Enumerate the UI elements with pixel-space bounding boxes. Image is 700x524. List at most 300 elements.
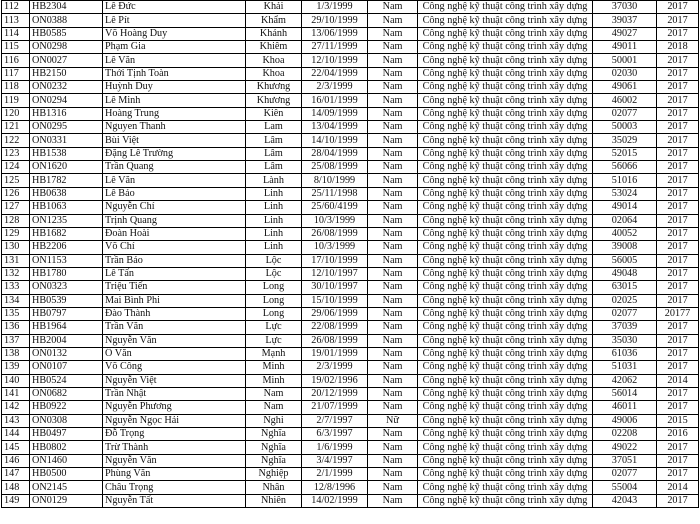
exam-number-cell: 42043 (593, 494, 657, 507)
major-cell: Công nghệ kỹ thuật công trình xây dựng (418, 241, 593, 254)
student-code-cell: HB2150 (30, 67, 103, 80)
given-name-cell: Nghĩa (246, 441, 302, 454)
table-row (2, 374, 699, 387)
student-code-cell: ON0129 (30, 494, 103, 507)
gender-cell: Nam (368, 81, 418, 94)
gender-cell: Nam (368, 267, 418, 280)
table-row (2, 54, 699, 67)
family-middle-name-cell: Lê Minh (103, 94, 246, 107)
family-middle-name-cell: Nguyễn Tất (103, 494, 246, 507)
date-of-birth-cell: 12/10/1999 (302, 54, 368, 67)
major-cell: Công nghệ kỹ thuật công trình xây dựng (418, 334, 593, 347)
gender-cell: Nam (368, 347, 418, 360)
date-of-birth-cell: 27/11/1999 (302, 41, 368, 54)
given-name-cell: Nghĩa (246, 454, 302, 467)
given-name-cell: Lực (246, 334, 302, 347)
exam-number-cell: 53024 (593, 187, 657, 200)
date-of-birth-cell: 2/3/1999 (302, 361, 368, 374)
date-of-birth-cell: 12/8/1996 (302, 481, 368, 494)
given-name-cell: Nghi (246, 414, 302, 427)
date-of-birth-cell: 13/04/1999 (302, 121, 368, 134)
gender-cell: Nam (368, 374, 418, 387)
exam-number-cell: 56014 (593, 387, 657, 400)
table-row (2, 494, 699, 507)
major-cell: Công nghệ kỹ thuật công trình xây dựng (418, 121, 593, 134)
major-cell: Công nghệ kỹ thuật công trình xây dựng (418, 494, 593, 507)
family-middle-name-cell: Nguyễn Văn (103, 334, 246, 347)
year-cell: 2017 (657, 281, 699, 294)
year-cell: 2017 (657, 227, 699, 240)
given-name-cell: Lâm (246, 161, 302, 174)
table-row (2, 401, 699, 414)
given-name-cell: Khoa (246, 54, 302, 67)
given-name-cell: Long (246, 294, 302, 307)
row-index-cell: 138 (2, 347, 30, 360)
row-index-cell: 134 (2, 294, 30, 307)
major-cell: Công nghệ kỹ thuật công trình xây dựng (418, 227, 593, 240)
date-of-birth-cell: 16/01/1999 (302, 94, 368, 107)
exam-number-cell: 63015 (593, 281, 657, 294)
exam-number-cell: 37030 (593, 1, 657, 14)
given-name-cell: Minh (246, 374, 302, 387)
gender-cell: Nam (368, 107, 418, 120)
gender-cell: Nam (368, 468, 418, 481)
family-middle-name-cell: Nguyen Thanh (103, 121, 246, 134)
family-middle-name-cell: Lê Văn (103, 174, 246, 187)
row-index-cell: 136 (2, 321, 30, 334)
row-index-cell: 139 (2, 361, 30, 374)
major-cell: Công nghệ kỹ thuật công trình xây dựng (418, 14, 593, 27)
given-name-cell: Lành (246, 174, 302, 187)
given-name-cell: Khiêm (246, 41, 302, 54)
family-middle-name-cell: Đào Thành (103, 307, 246, 320)
family-middle-name-cell: Lê Pít (103, 14, 246, 27)
date-of-birth-cell: 14/10/1999 (302, 134, 368, 147)
exam-number-cell: 37039 (593, 321, 657, 334)
date-of-birth-cell: 10/3/1999 (302, 214, 368, 227)
date-of-birth-cell: 2/3/1999 (302, 81, 368, 94)
table-row (2, 121, 699, 134)
date-of-birth-cell: 25/08/1999 (302, 161, 368, 174)
given-name-cell: Long (246, 281, 302, 294)
date-of-birth-cell: 2/7/1997 (302, 414, 368, 427)
year-cell: 2017 (657, 387, 699, 400)
given-name-cell: Lực (246, 321, 302, 334)
gender-cell: Nam (368, 307, 418, 320)
student-code-cell: HB1538 (30, 147, 103, 160)
date-of-birth-cell: 29/06/1999 (302, 307, 368, 320)
date-of-birth-cell: 19/02/1996 (302, 374, 368, 387)
year-cell: 2017 (657, 294, 699, 307)
given-name-cell: Lâm (246, 134, 302, 147)
major-cell: Công nghệ kỹ thuật công trình xây dựng (418, 468, 593, 481)
student-code-cell: ON0308 (30, 414, 103, 427)
year-cell: 2017 (657, 14, 699, 27)
major-cell: Công nghệ kỹ thuật công trình xây dựng (418, 1, 593, 14)
exam-number-cell: 35029 (593, 134, 657, 147)
given-name-cell: Linh (246, 214, 302, 227)
row-index-cell: 119 (2, 94, 30, 107)
major-cell: Công nghệ kỹ thuật công trình xây dựng (418, 27, 593, 40)
major-cell: Công nghệ kỹ thuật công trình xây dựng (418, 54, 593, 67)
year-cell: 2017 (657, 134, 699, 147)
family-middle-name-cell: Lê Tấn (103, 267, 246, 280)
gender-cell: Nam (368, 294, 418, 307)
given-name-cell: Nghiệp (246, 468, 302, 481)
gender-cell: Nam (368, 441, 418, 454)
table-row (2, 387, 699, 400)
family-middle-name-cell: Hoàng Trung (103, 107, 246, 120)
given-name-cell: Lam (246, 121, 302, 134)
year-cell: 2017 (657, 187, 699, 200)
year-cell: 2017 (657, 121, 699, 134)
table-row (2, 254, 699, 267)
row-index-cell: 142 (2, 401, 30, 414)
gender-cell: Nam (368, 227, 418, 240)
major-cell: Công nghệ kỹ thuật công trình xây dựng (418, 428, 593, 441)
table-row (2, 107, 699, 120)
student-code-cell: HB0922 (30, 401, 103, 414)
gender-cell: Nam (368, 241, 418, 254)
roster-body (2, 1, 699, 508)
given-name-cell: Nam (246, 387, 302, 400)
row-index-cell: 120 (2, 107, 30, 120)
family-middle-name-cell: Đỗ Trọng (103, 428, 246, 441)
given-name-cell: Khẩm (246, 14, 302, 27)
major-cell: Công nghệ kỹ thuật công trình xây dựng (418, 254, 593, 267)
year-cell: 2017 (657, 468, 699, 481)
major-cell: Công nghệ kỹ thuật công trình xây dựng (418, 361, 593, 374)
table-row (2, 41, 699, 54)
row-index-cell: 117 (2, 67, 30, 80)
student-code-cell: HB2004 (30, 334, 103, 347)
exam-number-cell: 55004 (593, 481, 657, 494)
date-of-birth-cell: 6/3/1997 (302, 428, 368, 441)
major-cell: Công nghệ kỹ thuật công trình xây dựng (418, 107, 593, 120)
exam-number-cell: 46011 (593, 401, 657, 414)
row-index-cell: 128 (2, 214, 30, 227)
given-name-cell: Linh (246, 227, 302, 240)
major-cell: Công nghệ kỹ thuật công trình xây dựng (418, 201, 593, 214)
exam-number-cell: 49014 (593, 201, 657, 214)
date-of-birth-cell: 30/10/1997 (302, 281, 368, 294)
exam-number-cell: 39037 (593, 14, 657, 27)
given-name-cell: Lâm (246, 147, 302, 160)
date-of-birth-cell: 3/4/1997 (302, 454, 368, 467)
student-code-cell: ON1620 (30, 161, 103, 174)
major-cell: Công nghệ kỹ thuật công trình xây dựng (418, 281, 593, 294)
table-row (2, 214, 699, 227)
table-row (2, 428, 699, 441)
exam-number-cell: 02077 (593, 107, 657, 120)
exam-number-cell: 61036 (593, 347, 657, 360)
family-middle-name-cell: Châu Trọng (103, 481, 246, 494)
gender-cell: Nam (368, 428, 418, 441)
exam-number-cell: 02077 (593, 468, 657, 481)
row-index-cell: 116 (2, 54, 30, 67)
date-of-birth-cell: 20/12/1999 (302, 387, 368, 400)
exam-number-cell: 49022 (593, 441, 657, 454)
table-row (2, 147, 699, 160)
family-middle-name-cell: Nguyễn Ngọc Hải (103, 414, 246, 427)
student-code-cell: HB1316 (30, 107, 103, 120)
table-row (2, 307, 699, 320)
exam-number-cell: 49011 (593, 41, 657, 54)
year-cell: 2017 (657, 401, 699, 414)
row-index-cell: 135 (2, 307, 30, 320)
exam-number-cell: 35030 (593, 334, 657, 347)
gender-cell: Nam (368, 387, 418, 400)
student-code-cell: HB0497 (30, 428, 103, 441)
major-cell: Công nghệ kỹ thuật công trình xây dựng (418, 294, 593, 307)
major-cell: Công nghệ kỹ thuật công trình xây dựng (418, 307, 593, 320)
gender-cell: Nam (368, 201, 418, 214)
family-middle-name-cell: Thới Tịnh Toàn (103, 67, 246, 80)
row-index-cell: 144 (2, 428, 30, 441)
table-row (2, 347, 699, 360)
major-cell: Công nghệ kỹ thuật công trình xây dựng (418, 441, 593, 454)
student-code-cell: HB0539 (30, 294, 103, 307)
table-row (2, 321, 699, 334)
gender-cell: Nam (368, 281, 418, 294)
row-index-cell: 118 (2, 81, 30, 94)
row-index-cell: 143 (2, 414, 30, 427)
gender-cell: Nam (368, 454, 418, 467)
gender-cell: Nam (368, 14, 418, 27)
table-row (2, 441, 699, 454)
given-name-cell: Khương (246, 81, 302, 94)
row-index-cell: 122 (2, 134, 30, 147)
row-index-cell: 148 (2, 481, 30, 494)
year-cell: 2017 (657, 174, 699, 187)
major-cell: Công nghệ kỹ thuật công trình xây dựng (418, 187, 593, 200)
exam-number-cell: 02030 (593, 67, 657, 80)
table-row (2, 134, 699, 147)
date-of-birth-cell: 26/08/1999 (302, 227, 368, 240)
family-middle-name-cell: Trần Bảo (103, 254, 246, 267)
date-of-birth-cell: 13/06/1999 (302, 27, 368, 40)
exam-number-cell: 02064 (593, 214, 657, 227)
year-cell: 2017 (657, 54, 699, 67)
given-name-cell: Khải (246, 1, 302, 14)
exam-number-cell: 02025 (593, 294, 657, 307)
year-cell: 2017 (657, 441, 699, 454)
student-roster-table (1, 0, 699, 508)
gender-cell: Nam (368, 401, 418, 414)
student-code-cell: ON0027 (30, 54, 103, 67)
major-cell: Công nghệ kỹ thuật công trình xây dựng (418, 347, 593, 360)
table-row (2, 161, 699, 174)
date-of-birth-cell: 1/6/1999 (302, 441, 368, 454)
student-code-cell: ON0232 (30, 81, 103, 94)
year-cell: 2014 (657, 481, 699, 494)
given-name-cell: Khoa (246, 67, 302, 80)
row-index-cell: 137 (2, 334, 30, 347)
date-of-birth-cell: 15/10/1999 (302, 294, 368, 307)
date-of-birth-cell: 2/1/1999 (302, 468, 368, 481)
major-cell: Công nghệ kỹ thuật công trình xây dựng (418, 454, 593, 467)
table-row (2, 454, 699, 467)
table-row (2, 334, 699, 347)
exam-number-cell: 40052 (593, 227, 657, 240)
student-code-cell: HB0500 (30, 468, 103, 481)
row-index-cell: 114 (2, 27, 30, 40)
student-code-cell: HB0638 (30, 187, 103, 200)
date-of-birth-cell: 14/09/1999 (302, 107, 368, 120)
gender-cell: Nữ (368, 414, 418, 427)
table-row (2, 94, 699, 107)
row-index-cell: 129 (2, 227, 30, 240)
exam-number-cell: 50001 (593, 54, 657, 67)
student-code-cell: HB1682 (30, 227, 103, 240)
date-of-birth-cell: 29/10/1999 (302, 14, 368, 27)
row-index-cell: 146 (2, 454, 30, 467)
date-of-birth-cell: 1/3/1999 (302, 1, 368, 14)
row-index-cell: 126 (2, 187, 30, 200)
year-cell: 2017 (657, 254, 699, 267)
gender-cell: Nam (368, 1, 418, 14)
row-index-cell: 121 (2, 121, 30, 134)
given-name-cell: Khương (246, 94, 302, 107)
student-code-cell: ON2145 (30, 481, 103, 494)
table-row (2, 81, 699, 94)
row-index-cell: 130 (2, 241, 30, 254)
gender-cell: Nam (368, 67, 418, 80)
table-row (2, 14, 699, 27)
table-row (2, 414, 699, 427)
year-cell: 2014 (657, 374, 699, 387)
family-middle-name-cell: Phạm Gia (103, 41, 246, 54)
table-row (2, 241, 699, 254)
table-row (2, 281, 699, 294)
year-cell: 2017 (657, 267, 699, 280)
row-index-cell: 131 (2, 254, 30, 267)
year-cell: 2017 (657, 147, 699, 160)
student-code-cell: HB1964 (30, 321, 103, 334)
exam-number-cell: 50003 (593, 121, 657, 134)
row-index-cell: 125 (2, 174, 30, 187)
year-cell: 2017 (657, 94, 699, 107)
student-code-cell: HB1782 (30, 174, 103, 187)
student-code-cell: HB2304 (30, 1, 103, 14)
student-code-cell: ON0295 (30, 121, 103, 134)
row-index-cell: 124 (2, 161, 30, 174)
family-middle-name-cell: Ô Văn (103, 347, 246, 360)
gender-cell: Nam (368, 254, 418, 267)
major-cell: Công nghệ kỹ thuật công trình xây dựng (418, 41, 593, 54)
student-code-cell: HB0585 (30, 27, 103, 40)
row-index-cell: 140 (2, 374, 30, 387)
table-row (2, 174, 699, 187)
given-name-cell: Lộc (246, 254, 302, 267)
family-middle-name-cell: Mai Bình Phi (103, 294, 246, 307)
family-middle-name-cell: Võ Công (103, 361, 246, 374)
year-cell: 2015 (657, 414, 699, 427)
year-cell: 2017 (657, 361, 699, 374)
family-middle-name-cell: Bùi Việt (103, 134, 246, 147)
student-code-cell: ON0388 (30, 14, 103, 27)
table-row (2, 1, 699, 14)
date-of-birth-cell: 14/02/1999 (302, 494, 368, 507)
major-cell: Công nghệ kỹ thuật công trình xây dựng (418, 94, 593, 107)
table-row (2, 27, 699, 40)
student-code-cell: ON0298 (30, 41, 103, 54)
row-index-cell: 149 (2, 494, 30, 507)
table-row (2, 294, 699, 307)
major-cell: Công nghệ kỹ thuật công trình xây dựng (418, 81, 593, 94)
gender-cell: Nam (368, 334, 418, 347)
year-cell: 2017 (657, 1, 699, 14)
exam-number-cell: 49027 (593, 27, 657, 40)
major-cell: Công nghệ kỹ thuật công trình xây dựng (418, 174, 593, 187)
given-name-cell: Nam (246, 401, 302, 414)
table-row (2, 187, 699, 200)
major-cell: Công nghệ kỹ thuật công trình xây dựng (418, 147, 593, 160)
row-index-cell: 133 (2, 281, 30, 294)
student-code-cell: HB0802 (30, 441, 103, 454)
exam-number-cell: 46002 (593, 94, 657, 107)
exam-number-cell: 39008 (593, 241, 657, 254)
table-row (2, 361, 699, 374)
year-cell: 2017 (657, 27, 699, 40)
given-name-cell: Minh (246, 361, 302, 374)
given-name-cell: Mạnh (246, 347, 302, 360)
family-middle-name-cell: Nguyễn Việt (103, 374, 246, 387)
table-row (2, 67, 699, 80)
row-index-cell: 145 (2, 441, 30, 454)
student-code-cell: ON1235 (30, 214, 103, 227)
year-cell: 2018 (657, 41, 699, 54)
row-index-cell: 115 (2, 41, 30, 54)
gender-cell: Nam (368, 94, 418, 107)
year-cell: 2017 (657, 334, 699, 347)
major-cell: Công nghệ kỹ thuật công trình xây dựng (418, 387, 593, 400)
row-index-cell: 123 (2, 147, 30, 160)
table-row (2, 481, 699, 494)
family-middle-name-cell: Lê Văn (103, 54, 246, 67)
major-cell: Công nghệ kỹ thuật công trình xây dựng (418, 267, 593, 280)
gender-cell: Nam (368, 174, 418, 187)
exam-number-cell: 51016 (593, 174, 657, 187)
student-code-cell: ON0132 (30, 347, 103, 360)
exam-number-cell: 42062 (593, 374, 657, 387)
date-of-birth-cell: 25/60/4199 (302, 201, 368, 214)
given-name-cell: Lộc (246, 267, 302, 280)
family-middle-name-cell: Đoàn Hoài (103, 227, 246, 240)
gender-cell: Nam (368, 147, 418, 160)
major-cell: Công nghệ kỹ thuật công trình xây dựng (418, 374, 593, 387)
family-middle-name-cell: Đặng Lê Trường (103, 147, 246, 160)
date-of-birth-cell: 21/07/1999 (302, 401, 368, 414)
row-index-cell: 127 (2, 201, 30, 214)
row-index-cell: 132 (2, 267, 30, 280)
student-code-cell: ON0107 (30, 361, 103, 374)
date-of-birth-cell: 25/11/1998 (302, 187, 368, 200)
student-code-cell: HB1780 (30, 267, 103, 280)
major-cell: Công nghệ kỹ thuật công trình xây dựng (418, 214, 593, 227)
year-cell: 2017 (657, 321, 699, 334)
date-of-birth-cell: 22/04/1999 (302, 67, 368, 80)
table-row (2, 201, 699, 214)
exam-number-cell: 56066 (593, 161, 657, 174)
year-cell: 2017 (657, 161, 699, 174)
year-cell: 20177 (657, 307, 699, 320)
gender-cell: Nam (368, 214, 418, 227)
exam-number-cell: 52015 (593, 147, 657, 160)
gender-cell: Nam (368, 361, 418, 374)
family-middle-name-cell: Trần Nhật (103, 387, 246, 400)
student-code-cell: HB2206 (30, 241, 103, 254)
